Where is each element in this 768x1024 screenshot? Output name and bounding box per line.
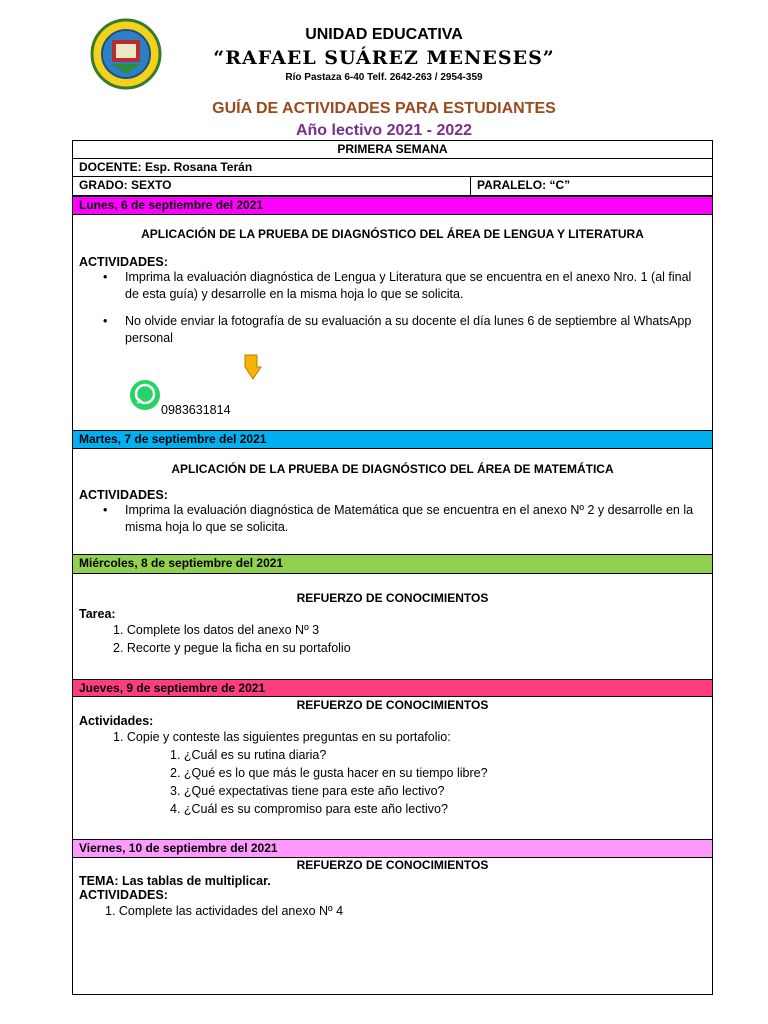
whatsapp-phone: 0983631814 (161, 403, 231, 417)
day-band-jueves: Jueves, 9 de septiembre de 2021 (73, 679, 712, 697)
jueves-activities-label: Actividades: (79, 714, 154, 728)
school-name-line1: UNIDAD EDUCATIVA (305, 26, 463, 43)
jueves-question-2: 2. ¿Qué es lo que más le gusta hacer en su tiempo libre? (170, 766, 488, 780)
jueves-question-3: 3. ¿Qué expectativas tiene para este año lectivo? (170, 784, 445, 798)
guide-title: GUÍA DE ACTIVIDADES PARA ESTUDIANTES (212, 100, 556, 117)
grado-value: GRADO: SEXTO (79, 178, 172, 192)
paralelo-value: PARALELO: “C” (470, 177, 570, 195)
lunes-section (73, 227, 712, 347)
miercoles-task-label: Tarea: (79, 607, 116, 621)
jueves-question-1: 1. ¿Cuál es su rutina diaria? (170, 748, 327, 762)
pointing-hand-icon (241, 353, 263, 381)
jueves-item-1: 1. Copie y conteste las siguientes preguntas en su portafolio: (113, 730, 451, 744)
martes-activities-label: ACTIVIDADES: (79, 488, 168, 502)
school-year: Año lectivo 2021 - 2022 (295, 122, 473, 139)
week-title: PRIMERA SEMANA (73, 141, 712, 159)
grado-row (73, 177, 712, 196)
school-address: Río Pastaza 6-40 Telf. 2642-263 / 2954-359 (285, 72, 483, 83)
day-band-miercoles: Miércoles, 8 de septiembre del 2021 (73, 554, 712, 574)
miercoles-item-1: 1. Complete los datos del anexo Nº 3 (113, 623, 320, 637)
whatsapp-icon (129, 379, 161, 411)
martes-bullet-1: • Imprima la evaluación diagnóstica de Matemática que se encuentra en el anexo Nº 2 y desarrolle en la misma hoja lo que se solicita. (73, 502, 712, 536)
viernes-tema: TEMA: Las tablas de multiplicar. (79, 874, 271, 888)
martes-section (73, 462, 712, 536)
docente-row: DOCENTE: Esp. Rosana Terán (73, 159, 712, 177)
day-band-viernes: Viernes, 10 de septiembre del 2021 (73, 839, 712, 858)
miercoles-section (73, 591, 712, 657)
viernes-item-1: 1. Complete las actividades del anexo Nº 4 (105, 904, 344, 918)
school-name-line2: “RAFAEL SUÁREZ MENESES” (213, 47, 555, 69)
day-band-martes: Martes, 7 de septiembre del 2021 (73, 430, 712, 449)
lunes-activities-label: ACTIVIDADES: (79, 255, 168, 269)
jueves-title: REFUERZO DE CONOCIMIENTOS (296, 698, 489, 712)
lunes-title: APLICACIÓN DE LA PRUEBA DE DIAGNÓSTICO DEL ÁREA DE LENGUA Y LITERATURA (141, 227, 644, 241)
day-band-lunes: Lunes, 6 de septiembre del 2021 (73, 196, 712, 215)
jueves-question-4: 4. ¿Cuál es su compromiso para este año lectivo? (170, 802, 448, 816)
miercoles-item-2: 2. Recorte y pegue la ficha en su portafolio (113, 641, 351, 655)
lunes-bullet-2: • No olvide enviar la fotografía de su evaluación a su docente el día lunes 6 de septiembre al WhatsApp personal (73, 313, 712, 347)
jueves-section (73, 698, 712, 818)
lunes-bullet-1: • Imprima la evaluación diagnóstica de Lengua y Literatura que se encuentra en el anexo Nro. 1 (al final de esta guía) y desarrolle en la misma hoja lo que se solicita. (73, 269, 712, 303)
viernes-activities-label: ACTIVIDADES: (79, 888, 168, 902)
miercoles-title: REFUERZO DE CONOCIMIENTOS (296, 591, 489, 605)
viernes-section (73, 858, 712, 920)
activities-table (72, 140, 713, 995)
martes-title: APLICACIÓN DE LA PRUEBA DE DIAGNÓSTICO DEL ÁREA DE MATEMÁTICA (171, 462, 614, 476)
viernes-title: REFUERZO DE CONOCIMIENTOS (296, 858, 489, 872)
